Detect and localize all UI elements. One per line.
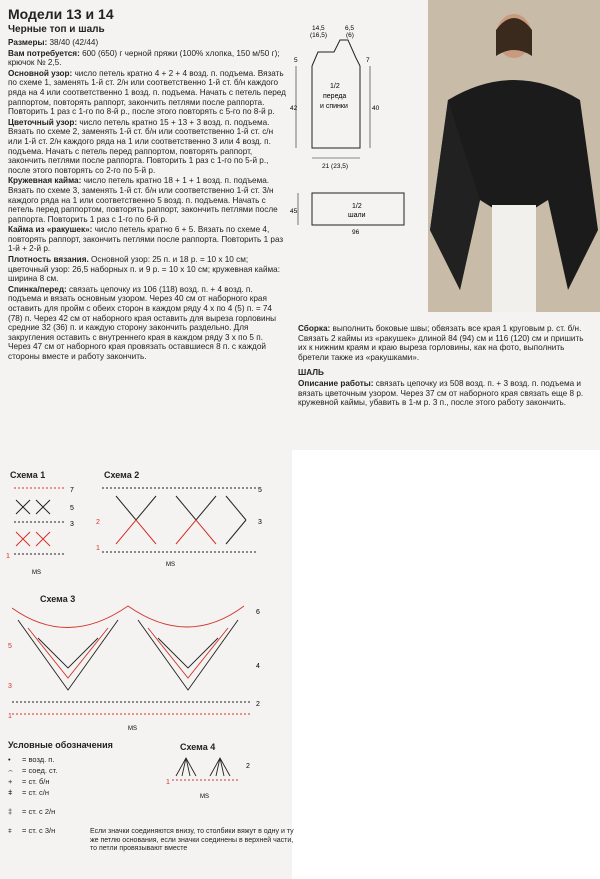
instruction-paragraph: Кружевная кайма: число петель кратно 18 + 1 + 1 возд. п. подъема. Вязать по схеме 3, заменять 1-й ст. б/н или соответственно 1-й ст. 3/н каждого ряда на 1 или соответственно 5 возд. п. подъема. Начать с петель перед раппортом, повторять раппорт, закончить петлями после раппорта. Повторить 1 раз с 1-го по 6-й р. [8,176,278,224]
piece-label-3: и спинки [320,103,348,110]
scheme-1-chart [6,480,86,580]
scheme-2-chart [96,480,266,570]
assembly-block [298,324,594,409]
piece-label-2: передa [323,93,347,100]
instruction-paragraph: Основной узор: число петель кратно 4 + 2 + 4 возд. п. подъема. Вязать по схеме 1, заменять 1-й ст. 2/н или соответственно 1-й ст. б/н каждого ряда на 4 или соответственно 1 возд. п. подъема. Начать с петель перед раппортом, повторять раппорт, закончить петлями после раппорта. Повторить 1 раз с 1-го по 8-й р., после этого повторять с 5-го по 8-й р. [8,68,286,117]
shawl-label-2: шали [348,212,366,219]
dim-h-right-top: 7 [366,57,370,64]
blank-area [292,450,600,879]
pattern-diagram [290,18,426,236]
scheme-2-ms: МS [166,562,175,568]
scheme-2-title: Схема 2 [104,470,140,480]
svg-text:1: 1 [6,553,10,560]
legend-item: ‡ = ст. с 2/н [8,807,56,816]
svg-text:2: 2 [246,763,250,770]
svg-text:7: 7 [70,487,74,494]
svg-text:6: 6 [256,609,260,616]
instruction-paragraph: Спинка/перед: связать цепочку из 106 (118) возд. п. + 4 возд. п. подъема и вязать основным узором. Через 40 см от наборного края оставить для пройм с обеих сторон в каждом ряду 4 х по 4 (5) п. = 74 (78) п. Через 42 см от наборного края оставить для выреза горловины средние 32 (36) п. и каждую сторону закончить раздельно. Для закругления оставить с внутреннего края в каждом ряду 3 х по 5 п. Через 47 см от наборного края провязать оставшиеся 8 п. с каждой стороны вместе и работу закончить. [8,284,277,361]
instructions-block [8,38,286,363]
dim-bottom-w: 21 (23,5) [322,163,349,170]
legend-title: Условные обозначения [8,740,113,750]
svg-text:1: 1 [8,713,12,720]
legend-item: ⌢ = соед. ст. [8,766,58,775]
model-photo [428,0,600,312]
svg-text:2: 2 [96,519,100,526]
scheme-3-chart [8,598,272,734]
scheme-4-title: Схема 4 [180,742,216,752]
instruction-paragraph: Размеры: 38/40 (42/44) [8,38,99,47]
svg-text:5: 5 [258,487,262,494]
instruction-paragraph: Цветочный узор: число петель кратно 15 + 13 + 3 возд. п. подъема. Вязать по схеме 2, заменять 1-й ст. б/н или соответственно 1-й ст. с/н или 1-й ст. 2/н каждого ряда на 1 или соответственно 3 или 4 возд. п. подъема. Начать с петель перед раппортом, повторять раппорт, закончить петлями после раппорта. Повторить 1 раз с 1-го по 5-й р., после этого повторять со 2-го по 5-й р. [8,117,274,175]
legend-item: • = возд. п. [8,755,55,764]
scheme-1-ms: МS [32,570,41,576]
svg-text:3: 3 [8,683,12,690]
assembly-paragraph: Сборка: выполнить боковые швы; обвязать все края 1 круговым р. ст. б/н. Связать 2 каймы из «ракушек» длиной 84 (94) см и 116 (120) см и пришить их к нижним краям и краю выреза горловины, как на фото, выполнить бретели также из «ракушками». [298,324,584,362]
scheme-3-ms: МS [128,726,137,732]
shawl-heading: ШАЛЬ [298,368,324,378]
instruction-paragraph: Кайма из «ракушек»: число петель кратно 6 + 5. Вязать по схеме 4, повторять раппорт, закончить петлями после раппорта. Повторить 1 раз 1-й + 2-й р. [8,225,284,254]
dim-top-w2: 6,5 [345,25,355,32]
page-subtitle: Черные топ и шаль [8,24,105,35]
shawl-label-1: 1/2 [352,203,362,210]
dim-top-w1b: (16,5) [310,32,327,39]
svg-text:1: 1 [166,779,170,786]
legend-item: ǂ = ст. с/н [8,788,49,797]
scheme-4-ms: МS [200,794,209,800]
dim-top-w1: 14,5 [312,25,325,32]
piece-label-1: 1/2 [330,83,340,90]
legend-item: + = ст. б/н [8,777,50,786]
svg-text:3: 3 [258,519,262,526]
legend-note: Если значки соединяются внизу, то столбики вяжут в одну и ту же петлю основания, если значки соединены в верхней части, то петли провязывают вместе [90,828,294,853]
legend [8,740,178,836]
scheme-3-title: Схема 3 [40,594,76,604]
svg-text:5: 5 [70,505,74,512]
model-illustration [428,0,600,312]
svg-text:2: 2 [256,701,260,708]
svg-text:1: 1 [96,545,100,552]
svg-text:5: 5 [8,643,12,650]
dim-shawl-h: 45 [290,208,298,215]
dim-h-left-top: 5 [294,57,298,64]
dim-h-right: 40 [372,105,380,112]
dim-top-w2b: (6) [346,32,354,39]
shawl-paragraph: Описание работы: связать цепочку из 508 возд. п. + 3 возд. п. подъема и вязать цветочным узором. Через 37 см от наборного края связать еще 8 р. кружевной каймы, убавить в 1-м р. 3 п., после этого работу закончить. [298,378,584,408]
scheme-4-chart [166,752,266,812]
dim-shawl-w: 96 [352,229,360,236]
legend-item: ⧧ = ст. с 3/н [8,826,56,835]
page-title: Модели 13 и 14 [8,6,114,22]
instruction-paragraph: Вам потребуется: 600 (650) г черной пряжи (100% хлопка, 150 м/50 г); крючок № 2,5. [8,48,280,68]
svg-text:4: 4 [256,663,260,670]
instruction-paragraph: Плотность вязания. Основной узор: 25 п. и 18 р. = 10 х 10 см; цветочный узор: 26,5 наборных п. и 9 р. = 10 х 10 см; кружевная кайма: ширина 8 см. [8,255,281,284]
scheme-1-title: Схема 1 [10,470,46,480]
svg-text:3: 3 [70,521,74,528]
dim-h-left: 42 [290,105,298,112]
